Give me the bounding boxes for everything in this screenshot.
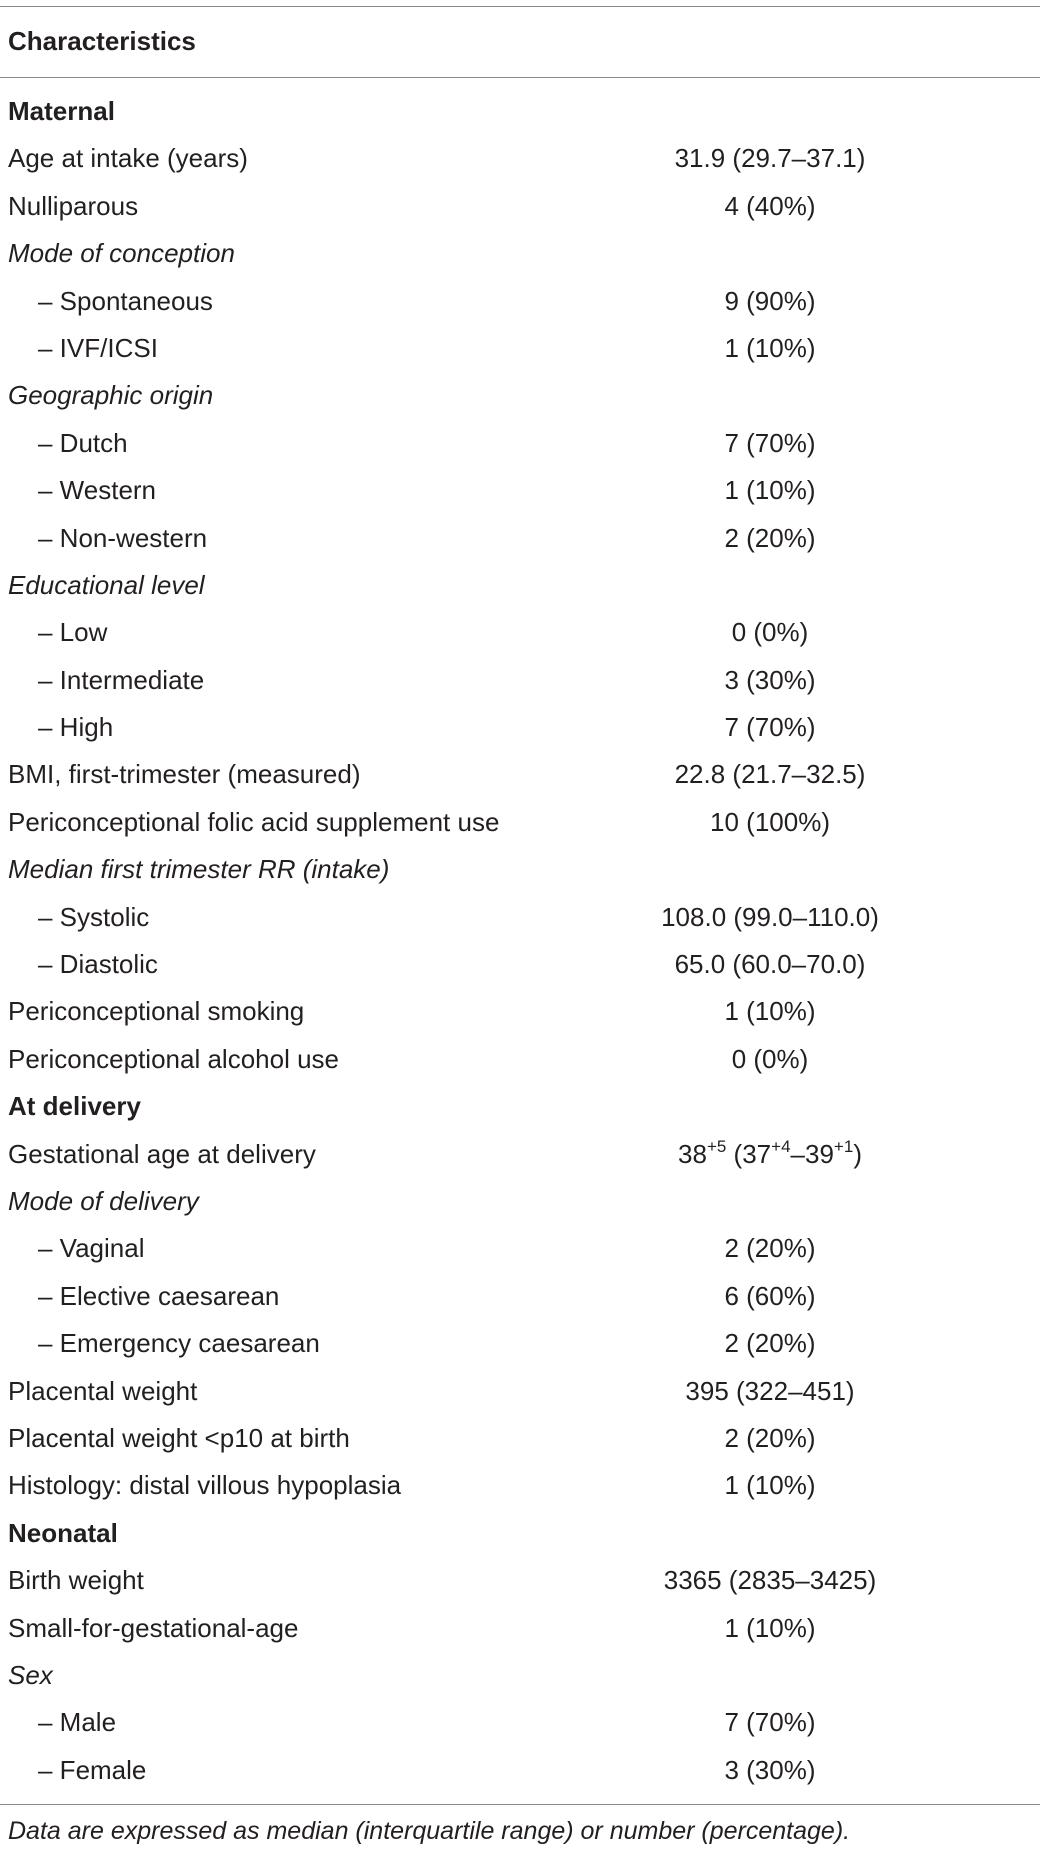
table-row (0, 988, 1040, 1035)
table-row (0, 1557, 1040, 1604)
row-label: Placental weight <p10 at birth (8, 1422, 350, 1453)
table-row (0, 1415, 1040, 1462)
table-row (0, 515, 1040, 562)
row-label: Periconceptional alcohol use (8, 1043, 339, 1074)
gestational-days-superscript: +5 (706, 1136, 727, 1156)
table-row (0, 1747, 1040, 1794)
table-body (0, 88, 1040, 1794)
group-row (0, 1652, 1040, 1699)
row-label: Periconceptional folic acid supplement use (8, 806, 500, 837)
gestational-text: ) (853, 1138, 862, 1169)
row-label: – Elective caesarean (38, 1280, 280, 1311)
table-row (0, 1462, 1040, 1509)
row-label: Mode of delivery (8, 1185, 199, 1216)
section-row (0, 1083, 1040, 1130)
table-top-rule (0, 6, 1040, 7)
header-bottom-rule (0, 77, 1040, 78)
table-row (0, 183, 1040, 230)
row-label: – Non-western (38, 522, 208, 553)
group-row (0, 372, 1040, 419)
row-label: Maternal (8, 96, 115, 126)
row-label: Gestational age at delivery (8, 1138, 316, 1169)
table-footnote: Data are expressed as median (interquartile range) or number (percentage). (8, 1817, 851, 1845)
row-label: – Male (38, 1707, 117, 1738)
row-value: 0 (0%) (731, 617, 809, 648)
section-row (0, 88, 1040, 135)
table-row (0, 941, 1040, 988)
row-label: – Intermediate (38, 664, 205, 695)
group-row (0, 846, 1040, 893)
table-row (0, 1273, 1040, 1320)
row-value: 3 (30%) (724, 1754, 816, 1785)
row-value: 395 (322–451) (685, 1375, 855, 1406)
row-label: – Female (38, 1754, 147, 1785)
table-row (0, 799, 1040, 846)
row-value: 0 (0%) (731, 1043, 809, 1074)
table-row (0, 1368, 1040, 1415)
row-label: Histology: distal villous hypoplasia (8, 1470, 402, 1501)
row-value: 2 (20%) (724, 1233, 816, 1264)
row-label: Age at intake (years) (8, 143, 248, 174)
table-row (0, 1605, 1040, 1652)
row-value: 31.9 (29.7–37.1) (674, 143, 866, 174)
row-label: Periconceptional smoking (8, 996, 305, 1027)
row-value: 10 (100%) (710, 806, 830, 837)
row-value: 6 (60%) (724, 1280, 816, 1311)
row-label: Educational level (8, 569, 205, 600)
row-label: – IVF/ICSI (38, 332, 158, 363)
section-row (0, 1510, 1040, 1557)
table-bottom-rule (0, 1804, 1040, 1805)
row-value: 1 (10%) (724, 1470, 816, 1501)
gestational-text: 38 (678, 1138, 707, 1169)
row-label: Mode of conception (8, 238, 235, 269)
row-value: 2 (20%) (724, 1422, 816, 1453)
table-row (0, 1320, 1040, 1367)
row-value: 108.0 (99.0–110.0) (661, 901, 879, 932)
table-row (0, 278, 1040, 325)
gestational-days-superscript: +4 (771, 1136, 791, 1156)
row-label: Neonatal (8, 1517, 118, 1548)
table-row (0, 704, 1040, 751)
row-label: – Emergency caesarean (38, 1328, 320, 1359)
row-label: – High (38, 712, 114, 743)
table-row (0, 1036, 1040, 1083)
row-label: Sex (8, 1659, 53, 1690)
row-label: Nulliparous (8, 190, 139, 221)
row-value: 7 (70%) (724, 1707, 816, 1738)
table-row (0, 1225, 1040, 1272)
gestational-days-superscript: +1 (833, 1136, 854, 1156)
row-value: 22.8 (21.7–32.5) (674, 759, 866, 790)
row-value: 1 (10%) (724, 996, 816, 1027)
row-value: 1 (10%) (724, 1612, 816, 1643)
row-value: 7 (70%) (724, 712, 816, 743)
table-row (0, 467, 1040, 514)
table-row (0, 135, 1040, 182)
group-row (0, 562, 1040, 609)
column-header-characteristics: Characteristics (8, 26, 196, 56)
table-row (0, 657, 1040, 704)
row-value: 7 (70%) (724, 427, 816, 458)
row-value: 9 (90%) (724, 285, 816, 316)
row-value: 1 (10%) (724, 332, 816, 363)
gestational-text: 37 (742, 1138, 772, 1169)
row-value: 65.0 (60.0–70.0) (674, 949, 866, 980)
row-value: 4 (40%) (724, 190, 816, 221)
gestational-text: ( (726, 1138, 743, 1169)
row-value: 2 (20%) (724, 1328, 816, 1359)
table-row (0, 1131, 1040, 1178)
row-label: BMI, first-trimester (measured) (8, 759, 361, 790)
row-label: – Systolic (38, 901, 150, 932)
table-row (0, 609, 1040, 656)
gestational-text: – (790, 1138, 805, 1169)
row-value: 3365 (2835–3425) (663, 1565, 877, 1596)
row-label: – Spontaneous (38, 285, 213, 316)
table-row (0, 420, 1040, 467)
row-label: At delivery (8, 1091, 141, 1122)
row-label: – Vaginal (38, 1233, 145, 1264)
row-label: – Low (38, 617, 108, 648)
group-row (0, 1178, 1040, 1225)
row-label: Small-for-gestational-age (8, 1612, 299, 1643)
gestational-text: 39 (805, 1138, 834, 1169)
table-row (0, 894, 1040, 941)
row-value: 1 (10%) (724, 475, 816, 506)
table-row (0, 325, 1040, 372)
table-row (0, 1699, 1040, 1746)
row-label: – Dutch (38, 427, 128, 458)
row-value: 3 (30%) (724, 664, 816, 695)
row-value: 2 (20%) (724, 522, 816, 553)
row-label: Birth weight (8, 1565, 144, 1596)
group-row (0, 230, 1040, 277)
row-label: Median first trimester RR (intake) (8, 854, 390, 885)
row-label: Geographic origin (8, 380, 214, 411)
row-label: – Western (38, 475, 157, 506)
table-row (0, 751, 1040, 798)
row-value (630, 1131, 910, 1178)
row-label: – Diastolic (38, 949, 158, 980)
row-label: Placental weight (8, 1375, 198, 1406)
